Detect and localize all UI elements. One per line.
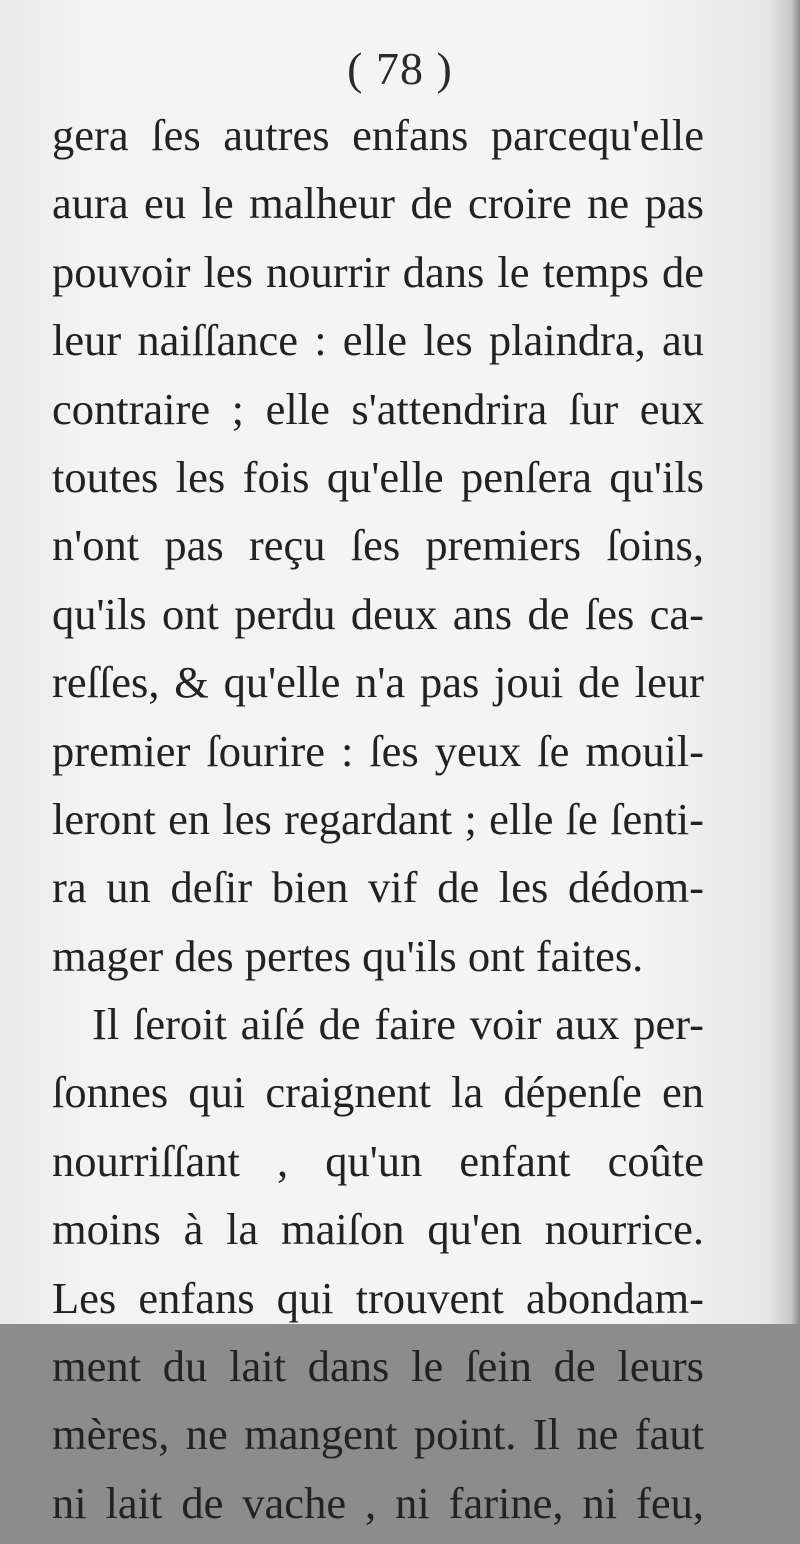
text-line: mager des pertes qu'ils ont faites. bbox=[52, 930, 644, 981]
text-line: contraire ; elle s'attendrira ſur eux bbox=[52, 383, 704, 434]
text-line: moins à la maiſon qu'en nourrice. bbox=[52, 1204, 704, 1255]
text-line: aura eu le malheur de croire ne pas bbox=[52, 178, 704, 229]
body-text bbox=[52, 108, 704, 1544]
text-line: ra un deſir bien vif de les dédom- bbox=[52, 862, 704, 913]
text-line: ni lait de vache , ni farine, ni feu, bbox=[52, 1477, 704, 1528]
text-line: leur naiſſance : elle les plaindra, au bbox=[52, 315, 704, 366]
text-line: qu'ils ont perdu deux ans de ſes ca- bbox=[52, 588, 704, 639]
page-edge bbox=[790, 0, 800, 1324]
page-number: ( 78 ) bbox=[347, 43, 453, 94]
text-line: pouvoir les nourrir dans le temps de bbox=[52, 246, 704, 297]
text-line: premier ſourire : ſes yeux ſe mouil- bbox=[52, 725, 704, 776]
text-line: leront en les regardant ; elle ſe ſenti- bbox=[52, 793, 704, 844]
text-line: Il ſeroit aiſé de faire voir aux per- bbox=[92, 999, 704, 1050]
text-line: ment du lait dans le ſein de leurs bbox=[52, 1341, 704, 1392]
text-line: reſſes, & qu'elle n'a pas joui de leur bbox=[52, 657, 704, 708]
text-line: toutes les fois qu'elle penſera qu'ils bbox=[52, 451, 704, 502]
text-line: ſonnes qui craignent la dépenſe en bbox=[52, 1067, 704, 1118]
text-line: n'ont pas reçu ſes premiers ſoins, bbox=[52, 520, 704, 571]
text-line: gera ſes autres enfans parcequ'elle bbox=[52, 110, 704, 160]
text-line: Les enfans qui trouvent abondam- bbox=[52, 1272, 704, 1323]
text-line: mères, ne mangent point. Il ne faut bbox=[52, 1409, 704, 1460]
text-line: nourriſſant , qu'un enfant coûte bbox=[52, 1135, 704, 1186]
